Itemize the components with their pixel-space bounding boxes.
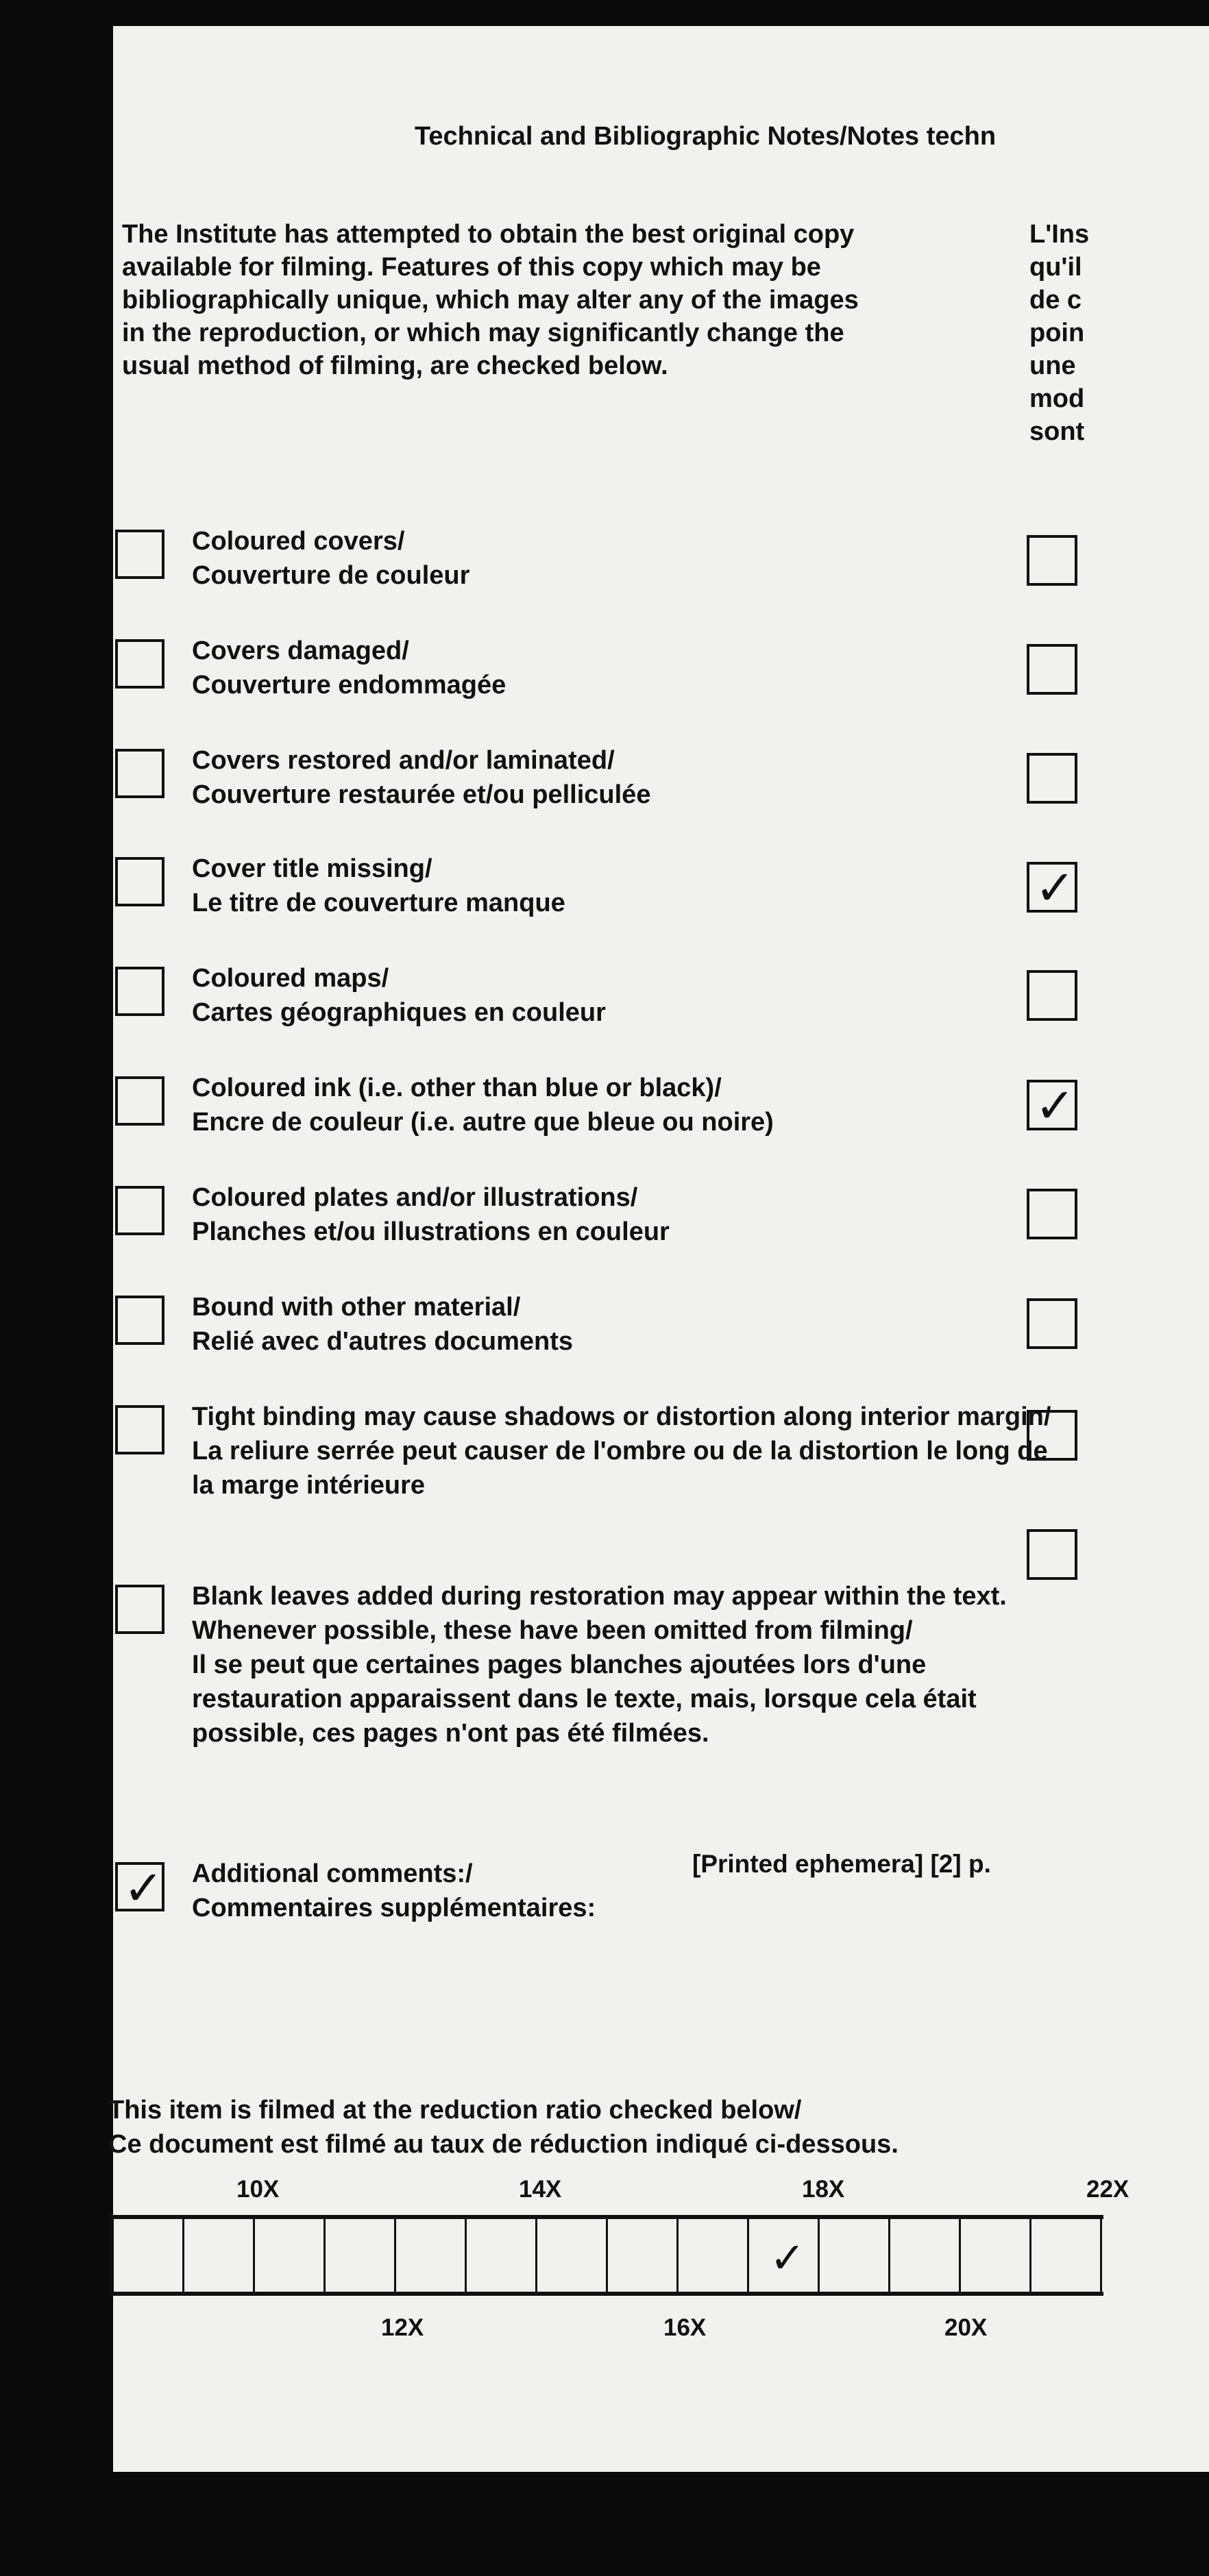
page-title: Technical and Bibliographic Notes/Notes techn bbox=[415, 122, 997, 151]
checklist-item-label bbox=[192, 961, 1076, 1030]
checkbox[interactable] bbox=[115, 1076, 164, 1126]
label-french: Il se peut que certaines pages blanches ajoutées lors d'une restauration apparaissent dans le texte, mais, lorsque cela était possible, ces pages n'ont pas été filmées. bbox=[192, 1650, 977, 1748]
intro-right-paragraph: L'Ins qu'il de c poin une mod sont bbox=[1029, 220, 1090, 446]
checkbox[interactable] bbox=[115, 967, 164, 1016]
checklist-item-label bbox=[192, 1071, 1076, 1139]
label-english: Tight binding may cause shadows or distortion along interior margin/ bbox=[192, 1402, 1051, 1431]
right-column-checkbox[interactable] bbox=[1027, 970, 1077, 1021]
checklist-item-label bbox=[192, 634, 1076, 702]
label-french: Encre de couleur (i.e. autre que bleue ou noire) bbox=[192, 1108, 774, 1137]
checkbox[interactable] bbox=[115, 1585, 164, 1634]
label-french: Couverture endommagée bbox=[192, 671, 506, 699]
right-column-checkbox[interactable] bbox=[1027, 1410, 1077, 1461]
right-column-checkbox[interactable] bbox=[1027, 644, 1077, 695]
checkbox[interactable] bbox=[115, 1861, 164, 1915]
scale-cell[interactable] bbox=[749, 2219, 820, 2292]
checklist-item-label bbox=[192, 852, 1076, 920]
scale-cell[interactable] bbox=[184, 2219, 255, 2292]
scale-cell[interactable] bbox=[396, 2219, 467, 2292]
right-column-checkbox[interactable] bbox=[1027, 862, 1077, 913]
checkmark-icon: ✓ bbox=[770, 2235, 805, 2282]
right-column-checkbox[interactable] bbox=[1027, 753, 1077, 804]
label-english: Coloured ink (i.e. other than blue or black)/ bbox=[192, 1074, 722, 1102]
label-english: Bound with other material/ bbox=[192, 1293, 521, 1322]
right-column-checkbox[interactable] bbox=[1027, 1189, 1077, 1239]
label-english: Covers damaged/ bbox=[192, 636, 409, 665]
scale-cell[interactable] bbox=[961, 2219, 1031, 2292]
label-english: Coloured maps/ bbox=[192, 964, 389, 993]
label-english: Blank leaves added during restoration may appear within the text. Whenever possible, these have been omitted from filming/ bbox=[192, 1582, 1007, 1645]
checkmark-icon: ✓ bbox=[1035, 1079, 1075, 1132]
scale-cell[interactable] bbox=[608, 2219, 679, 2292]
scale-cell[interactable] bbox=[255, 2219, 326, 2292]
scale-cell[interactable] bbox=[537, 2219, 608, 2292]
additional-comments-value: [Printed ephemera] [2] p. bbox=[692, 1850, 991, 1878]
right-column-checkbox[interactable] bbox=[1027, 1529, 1077, 1580]
scale-cell[interactable] bbox=[820, 2219, 890, 2292]
checkbox[interactable] bbox=[115, 857, 164, 906]
scale-label-14x: 14X bbox=[519, 2176, 562, 2203]
scale-label-20x: 20X bbox=[944, 2314, 988, 2341]
scale-label-12x: 12X bbox=[381, 2314, 424, 2341]
label-english: Covers restored and/or laminated/ bbox=[192, 746, 615, 775]
label-french: Le titre de couverture manque bbox=[192, 889, 565, 917]
reduction-statement bbox=[108, 2093, 899, 2162]
checkmark-icon: ✓ bbox=[123, 1861, 164, 1915]
right-column-checkbox[interactable] bbox=[1027, 535, 1077, 586]
label-french: Planches et/ou illustrations en couleur bbox=[192, 1217, 670, 1246]
intro-left-paragraph: The Institute has attempted to obtain the best original copy available for filming. Features of this copy which may be bibliographically unique, which may alter any of the images in the reproduction, or which may significantly change the usual method of filming, are checked below. bbox=[122, 220, 859, 380]
checkbox[interactable] bbox=[115, 1186, 164, 1235]
scale-cell[interactable] bbox=[114, 2219, 184, 2292]
reduction-statement-fr: Ce document est filmé au taux de réduction indiqué ci-dessous. bbox=[108, 2130, 899, 2159]
scale-label-22x: 22X bbox=[1086, 2176, 1129, 2203]
scale-cell[interactable] bbox=[890, 2219, 961, 2292]
label-english: Coloured plates and/or illustrations/ bbox=[192, 1183, 638, 1212]
checklist-item-label bbox=[192, 1579, 1076, 1750]
label-french: La reliure serrée peut causer de l'ombre ou de la distortion le long de la marge intérieure bbox=[192, 1437, 1048, 1500]
reduction-ratio-scale bbox=[110, 2215, 1103, 2296]
checklist-item-label bbox=[192, 524, 1076, 593]
checklist-item-label bbox=[192, 1180, 1076, 1249]
checkbox[interactable] bbox=[115, 749, 164, 798]
checklist-item-label bbox=[192, 743, 1076, 812]
checkbox[interactable] bbox=[115, 1405, 164, 1454]
checklist-item-label bbox=[192, 1290, 1076, 1359]
checklist-item-label bbox=[192, 1400, 1076, 1502]
scale-cell[interactable] bbox=[467, 2219, 537, 2292]
scale-label-10x: 10X bbox=[236, 2176, 280, 2203]
checkmark-icon: ✓ bbox=[1035, 861, 1075, 915]
scale-cell[interactable] bbox=[679, 2219, 749, 2292]
label-french: Relié avec d'autres documents bbox=[192, 1327, 574, 1356]
reduction-statement-en: This item is filmed at the reduction ratio checked below/ bbox=[108, 2096, 802, 2125]
label-english: Coloured covers/ bbox=[192, 527, 405, 556]
label-french: Couverture restaurée et/ou pelliculée bbox=[192, 780, 651, 809]
label-french: Couverture de couleur bbox=[192, 561, 470, 590]
label-french: Commentaires supplémentaires: bbox=[192, 1894, 596, 1922]
label-english: Cover title missing/ bbox=[192, 854, 432, 883]
right-column-checkbox[interactable] bbox=[1027, 1298, 1077, 1349]
scale-cell[interactable] bbox=[1031, 2219, 1102, 2292]
checkbox[interactable] bbox=[115, 639, 164, 689]
scale-label-16x: 16X bbox=[663, 2314, 707, 2341]
checkbox[interactable] bbox=[115, 530, 164, 579]
right-column-checkbox[interactable] bbox=[1027, 1080, 1077, 1130]
scale-label-18x: 18X bbox=[802, 2176, 845, 2203]
label-english: Additional comments:/ bbox=[192, 1859, 473, 1888]
checkbox[interactable] bbox=[115, 1296, 164, 1345]
scale-cell[interactable] bbox=[326, 2219, 396, 2292]
label-french: Cartes géographiques en couleur bbox=[192, 998, 606, 1027]
